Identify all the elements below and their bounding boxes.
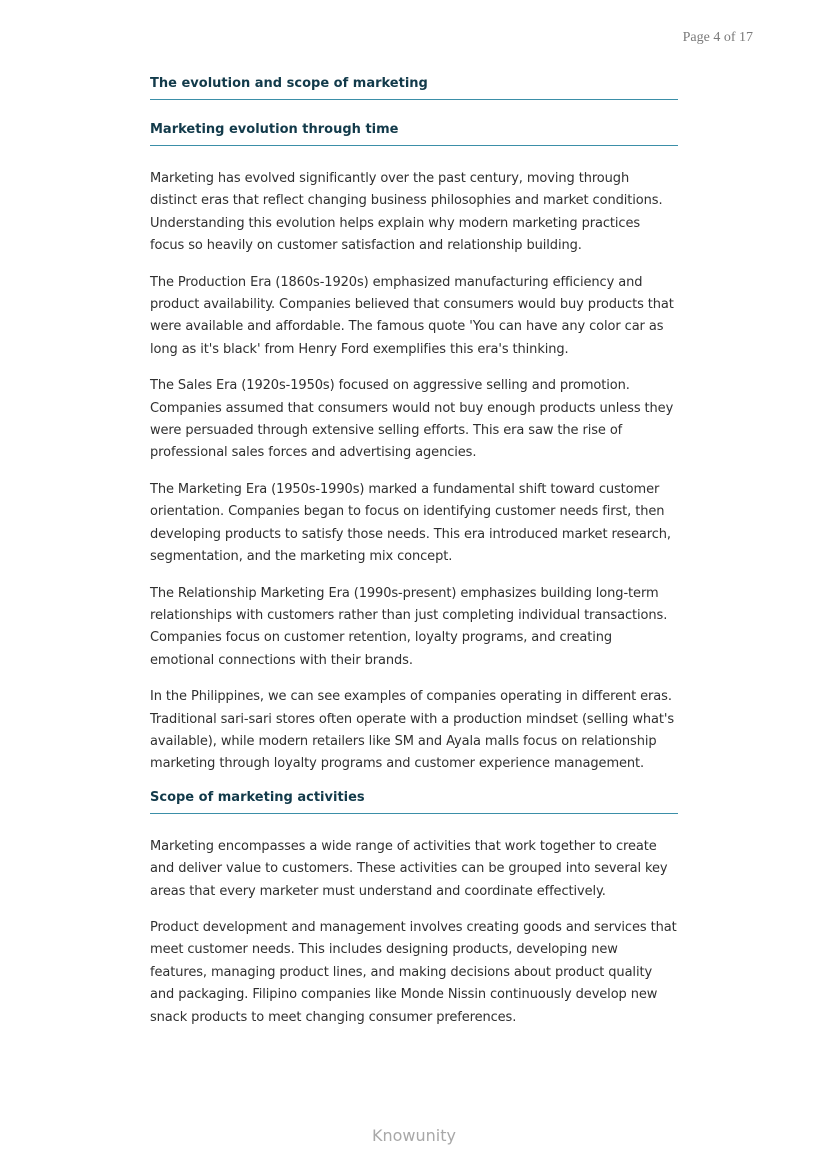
paragraph: Marketing encompasses a wide range of activities that work together to create and deliver value to customers. These activities can be grouped into several key areas that every marketer must understand and coordinate effectively. xyxy=(150,838,668,899)
subheading-scope-of-marketing: Scope of marketing activities xyxy=(150,790,678,814)
paragraph: Product development and management involves creating goods and services that meet customer needs. This includes designing products, developing new features, managing product lines, and making decisions about product quality and packaging. Filipino companies like Monde Nissin continuously develop new snack products to meet changing consumer preferences. xyxy=(150,919,677,1025)
page-number: Page 4 of 17 xyxy=(682,30,753,45)
paragraph: Marketing has evolved significantly over the past century, moving through distinct eras that reflect changing business philosophies and market conditions. Understanding this evolution helps explain why modern marketing practices focus so heavily on customer satisfaction and relationship building. xyxy=(150,171,663,254)
paragraph: The Relationship Marketing Era (1990s-present) emphasizes building long-term relationships with customers rather than just completing individual transactions. Companies focus on customer retention, loyalty programs, and creating emotional connections with their brands. xyxy=(150,585,668,668)
section-heading-evolution-scope: The evolution and scope of marketing xyxy=(150,76,678,100)
paragraph: In the Philippines, we can see examples of companies operating in different eras. Traditional sari-sari stores often operate with a production mindset (selling what's available), while modern retailers like SM and Ayala malls focus on relationship marketing through loyalty programs and customer experience management. xyxy=(150,689,675,772)
footer-brand: Knowunity xyxy=(372,1126,456,1145)
paragraph: The Production Era (1860s-1920s) emphasized manufacturing efficiency and product availability. Companies believed that consumers would buy products that were available and affordable. The famous quote 'You can have any color car as long as it's black' from Henry Ford exemplifies this era's thinking. xyxy=(150,274,674,357)
paragraph: The Sales Era (1920s-1950s) focused on aggressive selling and promotion. Companies assumed that consumers would not buy enough products unless they were persuaded through extensive selling efforts. This era saw the rise of professional sales forces and advertising agencies. xyxy=(150,378,674,461)
document-body xyxy=(150,76,678,1043)
subheading-evolution-through-time: Marketing evolution through time xyxy=(150,122,678,146)
paragraph: The Marketing Era (1950s-1990s) marked a fundamental shift toward customer orientation. Companies began to focus on identifying customer needs first, then developing products to satisfy those needs. This era introduced market research, segmentation, and the marketing mix concept. xyxy=(150,481,671,565)
